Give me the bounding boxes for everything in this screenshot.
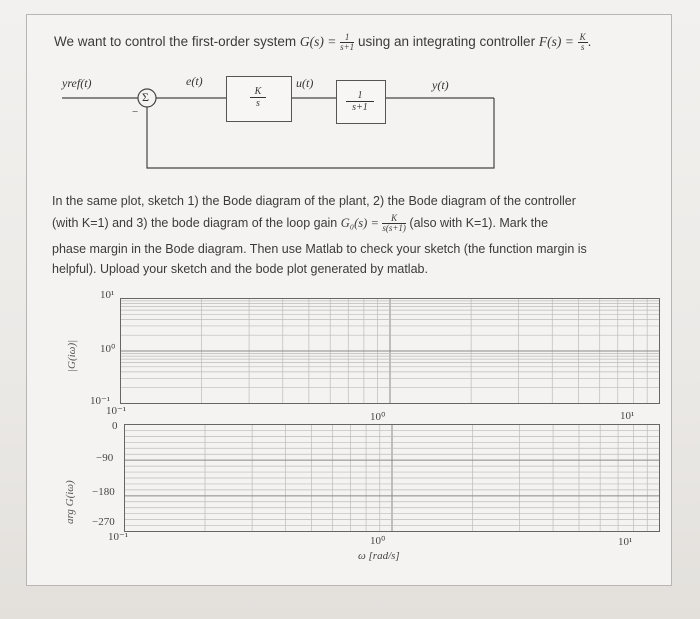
yref-label: yref(t) — [62, 76, 92, 90]
loop-lhs: G₀(s) = — [340, 215, 379, 230]
task-line-2a: (with K=1) and 3) the bode diagram of the loop gain — [52, 215, 338, 230]
loop-den: s(s+1) — [382, 223, 406, 233]
phase-ytick-1: 0 — [112, 420, 118, 432]
task-line-1: In the same plot, sketch 1) the Bode diagram of the plant, 2) the Bode diagram of the controller — [52, 194, 576, 208]
phase-ylabel: arg G(iω) — [64, 480, 76, 524]
plant-tf — [346, 90, 374, 113]
ctrl-den: s — [580, 42, 585, 52]
plant-block-num: 1 — [346, 90, 374, 102]
plant-num: 1 — [340, 33, 354, 43]
mag-xtick-3: 10¹ — [620, 410, 635, 422]
controller-den: s — [256, 98, 260, 109]
task-line-4: helpful). Upload your sketch and the bode plot generated by matlab. — [52, 262, 428, 276]
error-label: e(t) — [186, 74, 203, 88]
mag-ytick-2: 10⁰ — [100, 343, 116, 355]
ctrl-lhs: F(s) = — [538, 34, 574, 50]
minus-sign: − — [132, 106, 139, 118]
phase-ytick-4: −270 — [92, 516, 115, 528]
task-line-3: phase margin in the Bode diagram. Then use Matlab to check your sketch (the function margin is — [52, 242, 587, 256]
intro-text-a: We want to control the first-order system — [54, 34, 297, 50]
u-label: u(t) — [296, 76, 314, 90]
intro-text-b: using an integrating controller — [357, 34, 536, 50]
phase-xtick-3: 10¹ — [618, 536, 633, 548]
feedback-line — [147, 98, 494, 168]
task-line-2 — [52, 214, 642, 233]
intro-period: . — [587, 34, 592, 50]
controller-num: K — [250, 86, 266, 98]
mag-ylabel: |G(iω)| — [66, 339, 78, 372]
phase-grid — [124, 424, 660, 532]
phase-xtick-1: 10⁻¹ — [108, 531, 129, 543]
phase-xlabel: ω [rad/s] — [358, 550, 400, 562]
sum-symbol: Σ — [142, 90, 149, 104]
mag-xtick-1: 10⁻¹ — [106, 405, 127, 417]
task-line-2b: (also with K=1). Mark the — [409, 215, 549, 230]
magnitude-grid — [120, 298, 660, 404]
mag-ytick-3: 10⁻¹ — [90, 395, 111, 407]
mag-ytick-1: 10¹ — [100, 289, 115, 301]
loop-num: K — [382, 214, 406, 224]
ctrl-num: K — [579, 32, 586, 42]
mag-xtick-2: 10⁰ — [370, 411, 386, 423]
loop-fraction — [382, 214, 406, 233]
plant-lhs: G(s) = — [299, 34, 337, 50]
plant-block-den: s+1 — [352, 102, 368, 113]
plant-den: s+1 — [340, 42, 355, 52]
y-label: y(t) — [432, 78, 449, 92]
phase-ytick-2: −90 — [96, 452, 114, 464]
phase-xtick-2: 10⁰ — [370, 535, 386, 547]
phase-ytick-3: −180 — [92, 486, 115, 498]
controller-tf — [250, 86, 266, 109]
